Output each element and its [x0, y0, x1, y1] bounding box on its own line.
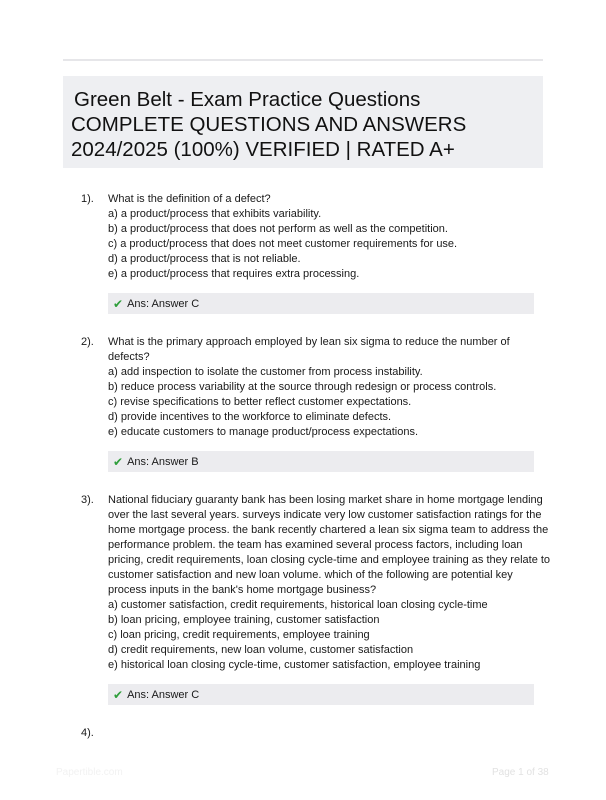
question-1 — [81, 192, 541, 314]
title-line: COMPLETE QUESTIONS AND ANSWERS — [71, 113, 467, 136]
document-title-box — [63, 76, 543, 168]
option-b: b) a product/process that does not perform as well as the competition. — [108, 223, 448, 235]
question-text: National fiduciary guaranty bank has been losing market share in home mortgage lending — [108, 494, 543, 506]
page-indicator: Page 1 of 38 — [492, 767, 549, 778]
option-d: d) provide incentives to the workforce to eliminate defects. — [108, 411, 392, 423]
question-text: defects? — [108, 351, 150, 363]
option-a: a) add inspection to isolate the customer from process instability. — [108, 366, 423, 378]
question-text: over the last several years. surveys indicate very low customer satisfaction ratings for the — [108, 509, 542, 521]
option-e: e) historical loan closing cycle-time, customer satisfaction, employee training — [108, 659, 481, 671]
title-line: Green Belt - Exam Practice Questions — [74, 88, 421, 111]
answer-box — [108, 293, 534, 314]
footer-watermark: Papertible.com — [56, 767, 123, 778]
question-2 — [81, 335, 541, 472]
answer-text: Ans: Answer B — [127, 455, 199, 468]
question-text: performance problem. the team has examined several process factors, including loan — [108, 539, 523, 551]
option-a: a) customer satisfaction, credit requirements, historical loan closing cycle-time — [108, 599, 488, 611]
answer-text: Ans: Answer C — [127, 297, 200, 310]
question-text: customer satisfaction and new loan volume. which of the following are potential key — [108, 569, 513, 581]
option-b: b) reduce process variability at the source through redesign or process controls. — [108, 381, 497, 393]
option-c: c) a product/process that does not meet customer requirements for use. — [108, 238, 458, 250]
option-a: a) a product/process that exhibits variability. — [108, 208, 322, 220]
question-text: process inputs in the bank's home mortgage business? — [108, 584, 377, 596]
option-e: e) a product/process that requires extra processing. — [108, 268, 360, 280]
question-number: 3). — [81, 494, 94, 506]
option-d: d) a product/process that is not reliable. — [108, 253, 301, 265]
answer-box — [108, 684, 534, 705]
answer-text: Ans: Answer C — [127, 688, 200, 701]
question-number: 1). — [81, 193, 94, 205]
top-divider — [63, 59, 543, 61]
answer-box — [108, 451, 534, 472]
option-e: e) educate customers to manage product/process expectations. — [108, 426, 419, 438]
title-line: 2024/2025 (100%) VERIFIED | RATED A+ — [71, 138, 455, 161]
checkmark-icon: ✔ — [113, 454, 124, 469]
question-text: What is the definition of a defect? — [108, 193, 271, 205]
option-b: b) loan pricing, employee training, customer satisfaction — [108, 614, 380, 626]
option-c: c) revise specifications to better reflect customer expectations. — [108, 396, 412, 408]
checkmark-icon: ✔ — [113, 296, 124, 311]
question-text: pricing, credit requirements, loan closing cycle-time and employee training as they relate to — [108, 554, 551, 566]
question-3 — [81, 493, 551, 705]
question-number: 4). — [81, 727, 94, 739]
question-number: 2). — [81, 336, 94, 348]
option-d: d) credit requirements, new loan volume, customer satisfaction — [108, 644, 414, 656]
question-text: home mortgage process. the bank recently chartered a lean six sigma team to address the — [108, 524, 549, 536]
option-c: c) loan pricing, credit requirements, employee training — [108, 629, 370, 641]
checkmark-icon: ✔ — [113, 687, 124, 702]
question-text: What is the primary approach employed by lean six sigma to reduce the number of — [108, 336, 510, 348]
